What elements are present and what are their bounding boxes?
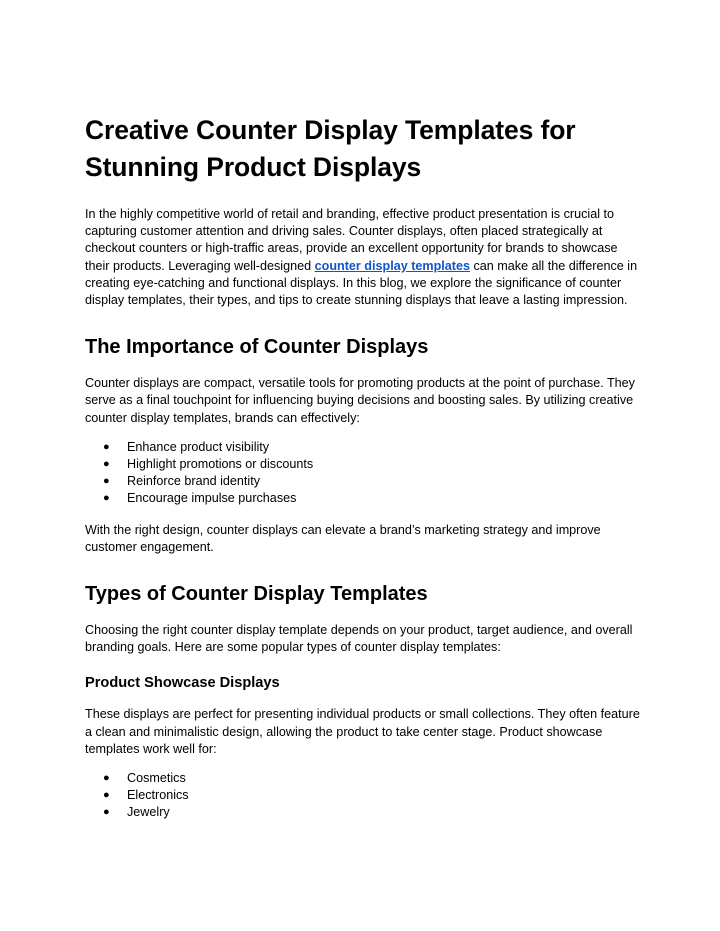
bullet-icon: ● [103, 492, 110, 505]
document-page [85, 112, 645, 822]
bullet-icon: ● [103, 475, 110, 488]
product-showcase-paragraph: These displays are perfect for presenting individual products or small collections. They often feature a clean and minimalistic design, allowing the product to take center stage. Product showcase templates work well for: [85, 707, 640, 756]
list-item [85, 787, 645, 804]
section-heading-importance: The Importance of Counter Displays [85, 336, 429, 359]
list-item-text: Encourage impulse purchases [127, 491, 297, 506]
list-item [85, 439, 645, 456]
list-item [85, 473, 645, 490]
subsection-heading-product-showcase: Product Showcase Displays [85, 675, 280, 692]
section-heading-types: Types of Counter Display Templates [85, 583, 428, 606]
importance-closing-paragraph: With the right design, counter displays can elevate a brand’s marketing strategy and improve customer engagement. [85, 522, 601, 554]
list-item-text: Reinforce brand identity [127, 474, 261, 489]
counter-display-templates-link[interactable]: counter display templates [314, 258, 470, 273]
list-item-text: Cosmetics [127, 771, 186, 786]
bullet-icon: ● [103, 772, 110, 785]
intro-text-after-link: can make all the difference in creating eye-catching and functional displays. In this blog, we explore the significance of counter display templates, their types, and tips to create stunning displays that leave a lasting impression. [85, 258, 638, 308]
bullet-icon: ● [103, 458, 110, 471]
bullet-icon: ● [103, 806, 110, 819]
importance-paragraph: Counter displays are compact, versatile tools for promoting products at the point of purchase. They serve as a final touchpoint for influencing buying decisions and boosting sales. By utilizing creative counter display templates, brands can effectively: [85, 376, 635, 425]
importance-list [85, 439, 645, 508]
intro-paragraph [85, 206, 645, 309]
product-showcase-list [85, 770, 645, 822]
list-item [85, 770, 645, 787]
document-title: Creative Counter Display Templates for Stunning Product Displays [85, 115, 576, 182]
bullet-icon: ● [103, 440, 110, 453]
bullet-icon: ● [103, 789, 110, 802]
list-item [85, 456, 645, 473]
list-item-text: Jewelry [127, 805, 170, 820]
list-item [85, 490, 645, 507]
intro-text-before-link: In the highly competitive world of retail and branding, effective product presentation is crucial to capturing customer attention and driving sales. Counter displays, often placed strategically at checkout counters or high-traffic areas, provide an excellent opportunity for brands to showcase their products. Leveraging well-designed [85, 207, 618, 273]
types-paragraph: Choosing the right counter display template depends on your product, target audience, and overall branding goals. Here are some popular types of counter display templates: [85, 623, 633, 655]
list-item-text: Electronics [127, 788, 189, 803]
list-item [85, 804, 645, 821]
list-item-text: Enhance product visibility [127, 439, 270, 454]
list-item-text: Highlight promotions or discounts [127, 457, 314, 472]
